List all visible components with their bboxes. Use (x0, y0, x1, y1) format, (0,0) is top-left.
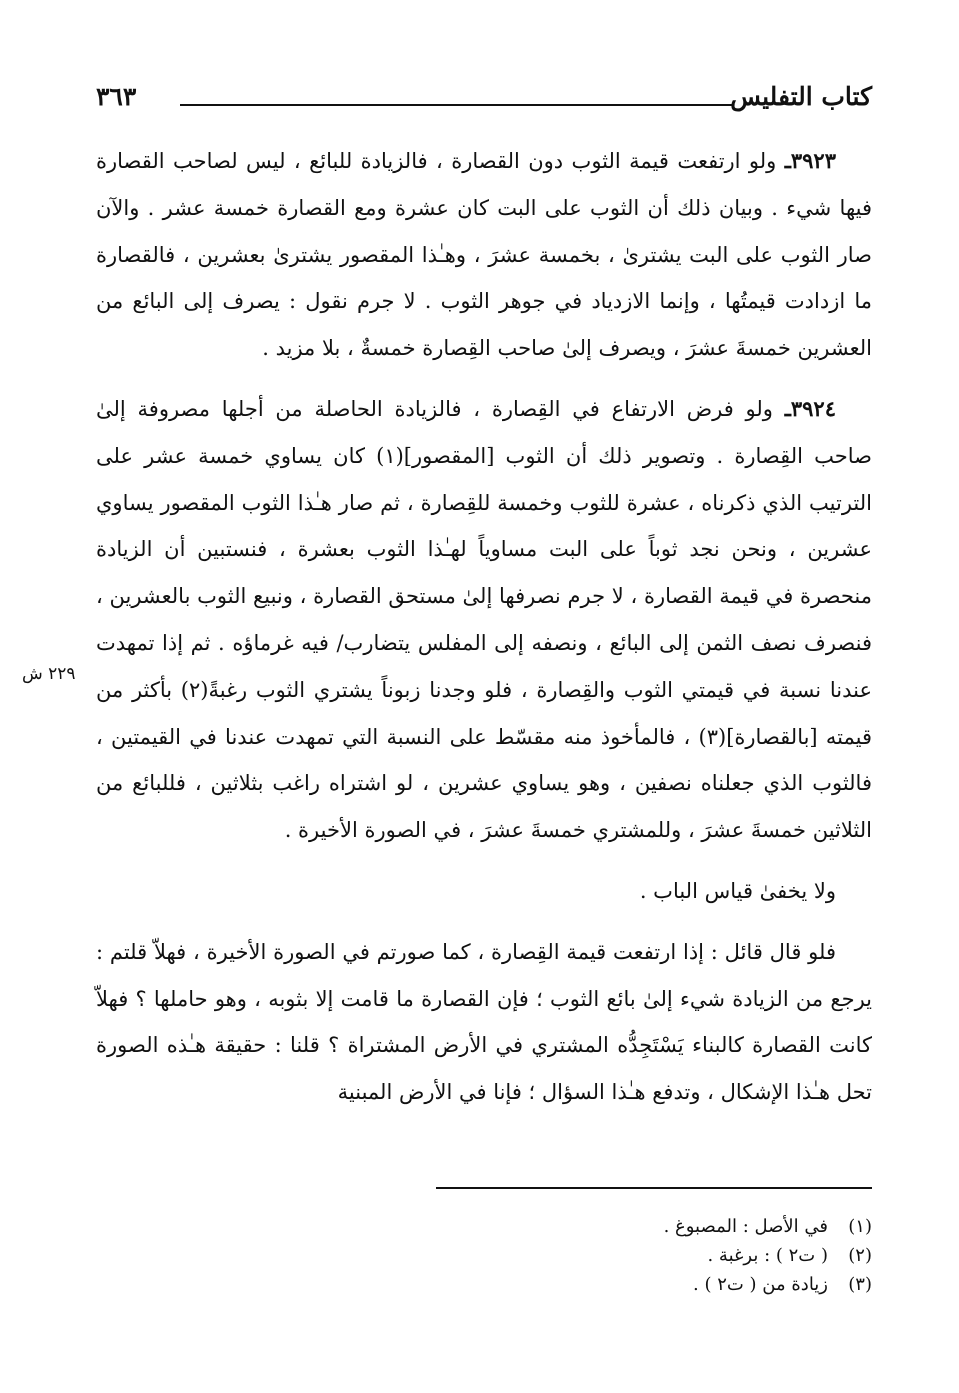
header-rule (180, 104, 734, 106)
footnote-number: (٢) (848, 1245, 872, 1266)
footnote-rule (436, 1187, 872, 1189)
footnote-3 (112, 1270, 872, 1299)
page-number: ٣٦٣ (96, 82, 137, 111)
paragraph-3923 (96, 138, 872, 372)
chapter-title: كتاب التفليس (730, 82, 872, 111)
paragraph-objection (96, 929, 872, 1116)
running-header (96, 82, 872, 122)
footnote-1 (112, 1212, 872, 1241)
body-text (96, 138, 872, 1130)
footnote-number: (٣) (848, 1274, 872, 1295)
paragraph-text: ولو فرض الارتفاع في القِصارة ، فالزيادة الحاصلة من أجلها مصروفة إلىٰ صاحب القِصارة . وتصوير ذلك أن الثوب [المقصور](١) كان يساوي خمسة عشر على الترتيب الذي ذكرناه ، عشرة للثوب وخمسة للقِصارة ، ثم صار هـٰذا الثوب المقصور يساوي عشرين ، ونحن نجد ثوباً على البت مساوياً لهـٰذا الثوب بعشرة ، فنستبين أن الزيادة منحصرة في قيمة القصارة ، لا جرم نصرفها إلىٰ مستحق القصارة ، ونبيع الثوب بالعشرين ، فنصرف نصف الثمن إلى البائع ، ونصفه إلى المفلس يتضارب/ فيه غرماؤه . ثم إذا تمهدت عندنا نسبة في قيمتي الثوب والقِصارة ، فلو وجدنا زبوناً يشتري الثوب رغبةً(٢) بأكثر من قيمته [بالقصارة](٣) ، فالمأخوذ منه مقسّط على النسبة التي تمهدت عندنا في القيمتين ، فالثوب الذي جعلناه نصفين ، وهو يساوي عشرين ، لو اشتراه راغب بثلاثين ، فللبائع من الثلاثين خمسةَ عشرَ ، وللمشتري خمسةَ عشرَ ، في الصورة الأخيرة . (96, 396, 872, 843)
paragraph-text: ولو ارتفعت قيمة الثوب دون القصارة ، فالزيادة للبائع ، ليس لصاحب القصارة فيها شيء . وبيان ذلك أن الثوب على البت كان عشرة ومع القصارة خمسة عشر . والآن صار الثوب على البت يشترىٰ ، بخمسة عشرَ ، وهـٰذا المقصور يشترىٰ بعشرين ، فالقصارة ما ازدادت قيمتُها ، وإنما الازدياد في جوهر الثوب . لا جرم نقول : يصرف إلى البائع من العشرين خمسةَ عشرَ ، ويصرف إلىٰ صاحب القِصارة خمسةٌ ، بلا مزيد . (96, 149, 872, 361)
paragraph-text: فلو قال قائل : إذا ارتفعت قيمة القِصارة ، كما صورتم في الصورة الأخيرة ، فهلاّ قلتم : يرجع من الزيادة شيء إلىٰ بائع الثوب ؛ فإن القصارة ما قامت إلا بثوبه ، وهو حاملها ؟ فهلاّ كانت القصارة كالبناء يَسْتَجِدُّه المشتري في الأرض المشتراة ؟ قلنا : حقيقة هـٰذه الصورة تحل هـٰذا الإشكال ، وتدفع هـٰذا السؤال ؛ فإنا في الأرض المبنية (96, 939, 872, 1105)
paragraph-text: ولا يخفىٰ قياس الباب . (639, 878, 836, 903)
paragraph-analogy (96, 868, 872, 915)
paragraph-number: ٣٩٢٣ـ (784, 148, 836, 173)
footnote-text: في الأصل : المصبوغ . (663, 1216, 828, 1237)
paragraph-number: ٣٩٢٤ـ (784, 395, 836, 421)
footnotes (112, 1212, 872, 1299)
footnote-text: زيادة من ( ت٢ ) . (693, 1274, 828, 1295)
footnote-2 (112, 1241, 872, 1270)
footnote-text: ( ت٢ ) : برغبة . (707, 1245, 828, 1266)
margin-folio-note: ٢٢٩ ش (22, 664, 76, 684)
footnote-number: (١) (848, 1216, 872, 1237)
paragraph-3924 (96, 386, 872, 854)
